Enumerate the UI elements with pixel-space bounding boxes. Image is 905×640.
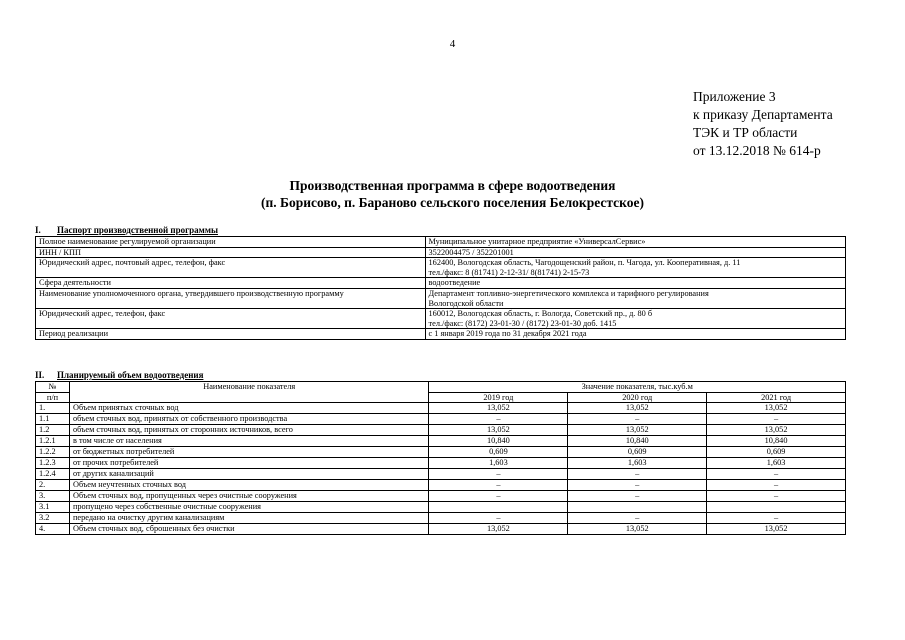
passport-label-cell: Полное наименование регулируемой организации: [36, 237, 426, 248]
passport-table: [35, 236, 846, 340]
passport-value-line: водоотведение: [428, 278, 481, 288]
table-header-row: [36, 382, 846, 393]
indicator-name-cell: объем сточных вод, принятых от собственного производства: [69, 414, 429, 425]
passport-value-line: Департамент топливно-энергетического комплекса и тарифного регулирования: [428, 288, 709, 298]
table-row: [36, 513, 846, 524]
passport-label-cell: Период реализации: [36, 329, 426, 340]
indicator-name-cell: Объем сточных вод, пропущенных через очистные сооружения: [69, 491, 429, 502]
value-cell: 13,052: [568, 425, 707, 436]
passport-value-cell: [425, 309, 845, 329]
document-title: [0, 177, 905, 211]
indicator-name-cell: передано на очистку другим канализациям: [69, 513, 429, 524]
row-number-cell: 1.1: [36, 414, 70, 425]
value-cell: –: [429, 513, 568, 524]
appendix-line: к приказу Департамента: [693, 107, 833, 122]
passport-value-line: с 1 января 2019 года по 31 декабря 2021 года: [428, 329, 587, 339]
section-title: Паспорт производственной программы: [57, 225, 218, 235]
value-cell: 1,603: [429, 458, 568, 469]
table-row: [36, 288, 846, 308]
passport-label-cell: Юридический адрес, телефон, факс: [36, 309, 426, 329]
passport-label-cell: Сфера деятельности: [36, 278, 426, 289]
header-cell-number: [36, 382, 70, 393]
section-heading-volume: [35, 370, 203, 380]
indicator-name-cell: Объем принятых сточных вод: [69, 403, 429, 414]
row-number-cell: 2.: [36, 480, 70, 491]
table-row: [36, 278, 846, 289]
appendix-block: [693, 88, 833, 160]
header-cell-number: п/п: [36, 392, 70, 403]
row-number-cell: 3.: [36, 491, 70, 502]
passport-value-cell: [425, 288, 845, 308]
passport-value-line: тел./факс: (8172) 23-01-30 / (8172) 23-01-30 доб. 1415: [428, 318, 617, 328]
table-row: [36, 491, 846, 502]
section-heading-passport: [35, 225, 218, 235]
row-number-cell: 1.2: [36, 425, 70, 436]
section-title: Планируемый объем водоотведения: [57, 370, 204, 380]
value-cell: –: [707, 491, 846, 502]
passport-value-cell: [425, 258, 845, 278]
value-cell: –: [568, 414, 707, 425]
value-cell: 0,609: [707, 447, 846, 458]
value-cell: 13,052: [429, 524, 568, 535]
passport-label-cell: ИНН / КПП: [36, 247, 426, 258]
value-cell: –: [568, 513, 707, 524]
row-number-cell: 1.2.3: [36, 458, 70, 469]
table-row: [36, 480, 846, 491]
value-cell: 13,052: [707, 425, 846, 436]
table-row: [36, 458, 846, 469]
table-row: [36, 329, 846, 340]
table-row: [36, 403, 846, 414]
passport-value-line: 3522004475 / 352201001: [428, 247, 514, 257]
section-number: II.: [35, 370, 45, 380]
value-cell: 10,840: [707, 436, 846, 447]
value-cell: 1,603: [568, 458, 707, 469]
header-cell-name: Наименование показателя: [69, 382, 429, 403]
row-number-cell: 1.2.1: [36, 436, 70, 447]
table-row: [36, 436, 846, 447]
passport-value-cell: [425, 247, 845, 258]
value-cell: –: [707, 480, 846, 491]
row-number-cell: 1.2.4: [36, 469, 70, 480]
value-cell: 13,052: [429, 425, 568, 436]
table-row: [36, 237, 846, 248]
appendix-line: от 13.12.2018 № 614-р: [693, 143, 821, 158]
value-cell: 0,609: [568, 447, 707, 458]
page-number: 4: [449, 38, 456, 50]
table-row: [36, 502, 846, 513]
value-cell: –: [568, 469, 707, 480]
value-cell: 13,052: [568, 403, 707, 414]
value-cell: [707, 502, 846, 513]
table-row: [36, 247, 846, 258]
value-cell: 10,840: [429, 436, 568, 447]
appendix-line: Приложение 3: [693, 89, 776, 104]
indicator-name-cell: в том числе от населения: [69, 436, 429, 447]
appendix-line: ТЭК и ТР области: [693, 125, 798, 140]
value-cell: –: [429, 480, 568, 491]
table-row: [36, 469, 846, 480]
value-cell: –: [707, 513, 846, 524]
indicator-name-cell: пропущено через собственные очистные сооружения: [69, 502, 429, 513]
passport-value-cell: [425, 237, 845, 248]
title-line: (п. Борисово, п. Бараново сельского поселения Белокрестское): [261, 195, 644, 210]
value-cell: [429, 502, 568, 513]
value-cell: 13,052: [568, 524, 707, 535]
indicator-name-cell: от других канализаций: [69, 469, 429, 480]
value-cell: –: [429, 414, 568, 425]
value-cell: –: [707, 414, 846, 425]
value-cell: –: [429, 491, 568, 502]
section-number: I.: [35, 225, 41, 235]
row-number-cell: 3.1: [36, 502, 70, 513]
indicator-name-cell: объем сточных вод, принятых от сторонних источников, всего: [69, 425, 429, 436]
passport-value-line: Муниципальное унитарное предприятие «УниверсалСервис»: [428, 237, 646, 246]
header-number-line: №: [48, 382, 57, 391]
row-number-cell: 4.: [36, 524, 70, 535]
value-cell: –: [568, 480, 707, 491]
row-number-cell: 3.2: [36, 513, 70, 524]
row-number-cell: 1.2.2: [36, 447, 70, 458]
header-cell-year: 2021 год: [707, 392, 846, 403]
value-cell: –: [707, 469, 846, 480]
indicator-name-cell: Объем неучтенных сточных вод: [69, 480, 429, 491]
table-row: [36, 425, 846, 436]
passport-value-line: Вологодской области: [428, 298, 504, 308]
header-cell-value-group: Значение показателя, тыс.куб.м: [429, 382, 846, 393]
passport-value-cell: [425, 278, 845, 289]
passport-value-cell: [425, 329, 845, 340]
indicator-name-cell: от прочих потребителей: [69, 458, 429, 469]
passport-label-cell: Наименование уполномоченного органа, утвердившего производственную программу: [36, 288, 426, 308]
title-line: Производственная программа в сфере водоотведения: [289, 178, 616, 193]
value-cell: 0,609: [429, 447, 568, 458]
value-cell: 13,052: [429, 403, 568, 414]
passport-label-cell: Юридический адрес, почтовый адрес, телефон, факс: [36, 258, 426, 278]
table-row: [36, 258, 846, 278]
value-cell: –: [568, 491, 707, 502]
row-number-cell: 1.: [36, 403, 70, 414]
indicator-name-cell: Объем сточных вод, сброшенных без очистки: [69, 524, 429, 535]
table-row: [36, 414, 846, 425]
table-row: [36, 309, 846, 329]
value-cell: [568, 502, 707, 513]
indicator-name-cell: от бюджетных потребителей: [69, 447, 429, 458]
volume-table: [35, 381, 846, 535]
passport-value-line: 162400, Вологодская область, Чагодощенский район, п. Чагода, ул. Кооперативная, д. 11: [428, 258, 741, 268]
value-cell: 13,052: [707, 524, 846, 535]
header-cell-year: 2019 год: [429, 392, 568, 403]
passport-value-line: 160012, Вологодская область, г. Вологда, Советский пр., д. 80 б: [428, 309, 653, 319]
value-cell: 10,840: [568, 436, 707, 447]
passport-value-line: тел./факс: 8 (81741) 2-12-31/ 8(81741) 2-15-73: [428, 267, 590, 277]
table-row: [36, 524, 846, 535]
value-cell: 13,052: [707, 403, 846, 414]
header-cell-year: 2020 год: [568, 392, 707, 403]
value-cell: 1,603: [707, 458, 846, 469]
table-row: [36, 447, 846, 458]
value-cell: –: [429, 469, 568, 480]
